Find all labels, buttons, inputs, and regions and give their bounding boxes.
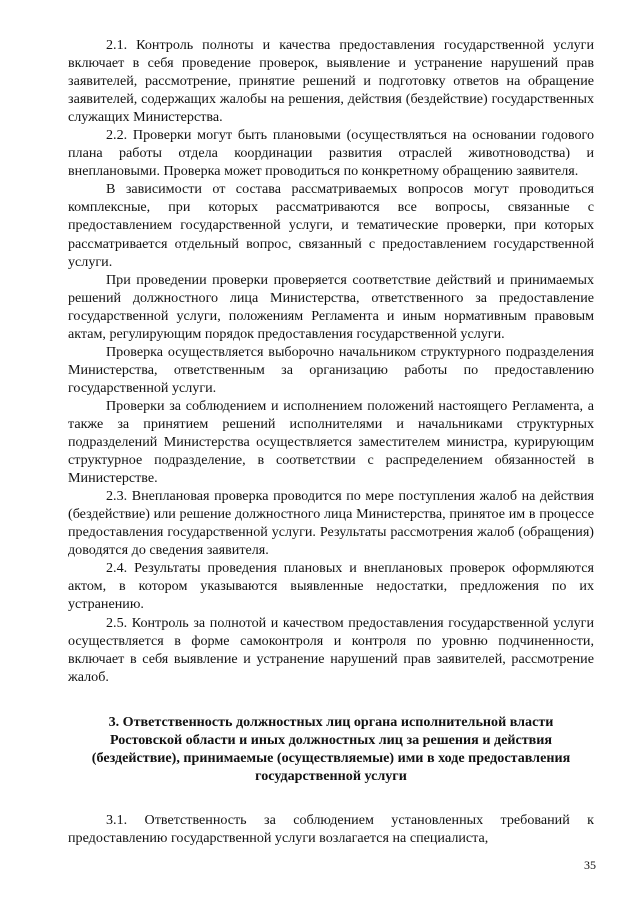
paragraph-deputy-minister-control: Проверки за соблюдением и исполнением положений настоящего Регламента, а также за принятием решений исполнителями и начальниками структурных подразделений Министерства осуществляется заместителем министра, курирующим структурное подразделение, в соответствии с распределением обязанностей в Министерстве. [68,397,594,487]
spacer [68,785,594,811]
paragraph-2-3: 2.3. Внеплановая проверка проводится по мере поступления жалоб на действия (бездействие) или решение должностного лица Министерства, принятое им в процессе предоставления государственной услуги. Результаты рассмотрения жалоб (обращения) доводятся до сведения заявителя. [68,488,594,559]
paragraph-selective-inspection: Проверка осуществляется выборочно начальником структурного подразделения Министерства, ответственным за организацию работы по предоставлению государственной услуги. [68,343,594,396]
document-page [68,36,594,847]
paragraph-2-4: 2.4. Результаты проведения плановых и внеплановых проверок оформляются актом, в котором указываются выявленные недостатки, предложения по их устранению. [68,560,594,613]
page-number: 35 [584,858,596,872]
paragraph-inspection-compliance: При проведении проверки проверяется соответствие действий и принимаемых решений должностного лица Министерства, ответственного за предоставление государственной услуги, положениям Регламента и иным нормативным правовым актам, регулирующим порядок предоставления государственной услуги. [68,271,594,342]
section-heading: 3. Ответственность должностных лиц органа исполнительной власти Ростовской области и иных должностных лиц за решения и действия (бездействие), принимаемые (осуществляемые) ими в ходе предоставления государственной услуги [91,713,571,784]
paragraph-2-2: 2.2. Проверки могут быть плановыми (осуществляться на основании годового плана работы отдела координации развития отраслей животноводства) и внеплановыми. Проверка может проводиться по конкретному обращению заявителя. [68,127,594,180]
spacer [68,704,594,713]
spacer [68,686,594,704]
paragraph-2-5: 2.5. Контроль за полнотой и качеством предоставления государственной услуги осуществляется в форме самоконтроля и контроля по уровню подчиненности, включает в себя выявление и устранение нарушений прав заявителей, рассмотрение жалоб. [68,614,594,685]
paragraph-inspection-types: В зависимости от состава рассматриваемых вопросов могут проводиться комплексные, при которых рассматриваются все вопросы, связанные с предоставлением государственной услуги, и тематические проверки, при которых рассматривается отдельный вопрос, связанный с предоставлением государственной услуги. [68,181,594,270]
paragraph-2-1: 2.1. Контроль полноты и качества предоставления государственной услуги включает в себя проведение проверок, выявление и устранение нарушений прав заявителей, рассмотрение, принятие решений и подготовку ответов на обращение заявителей, содержащих жалобы на решения, действия (бездействие) государственных служащих Министерства. [68,37,594,126]
paragraph-3-1: 3.1. Ответственность за соблюдением установленных требований к предоставлению государственной услуги возлагается на специалиста, [68,811,594,846]
